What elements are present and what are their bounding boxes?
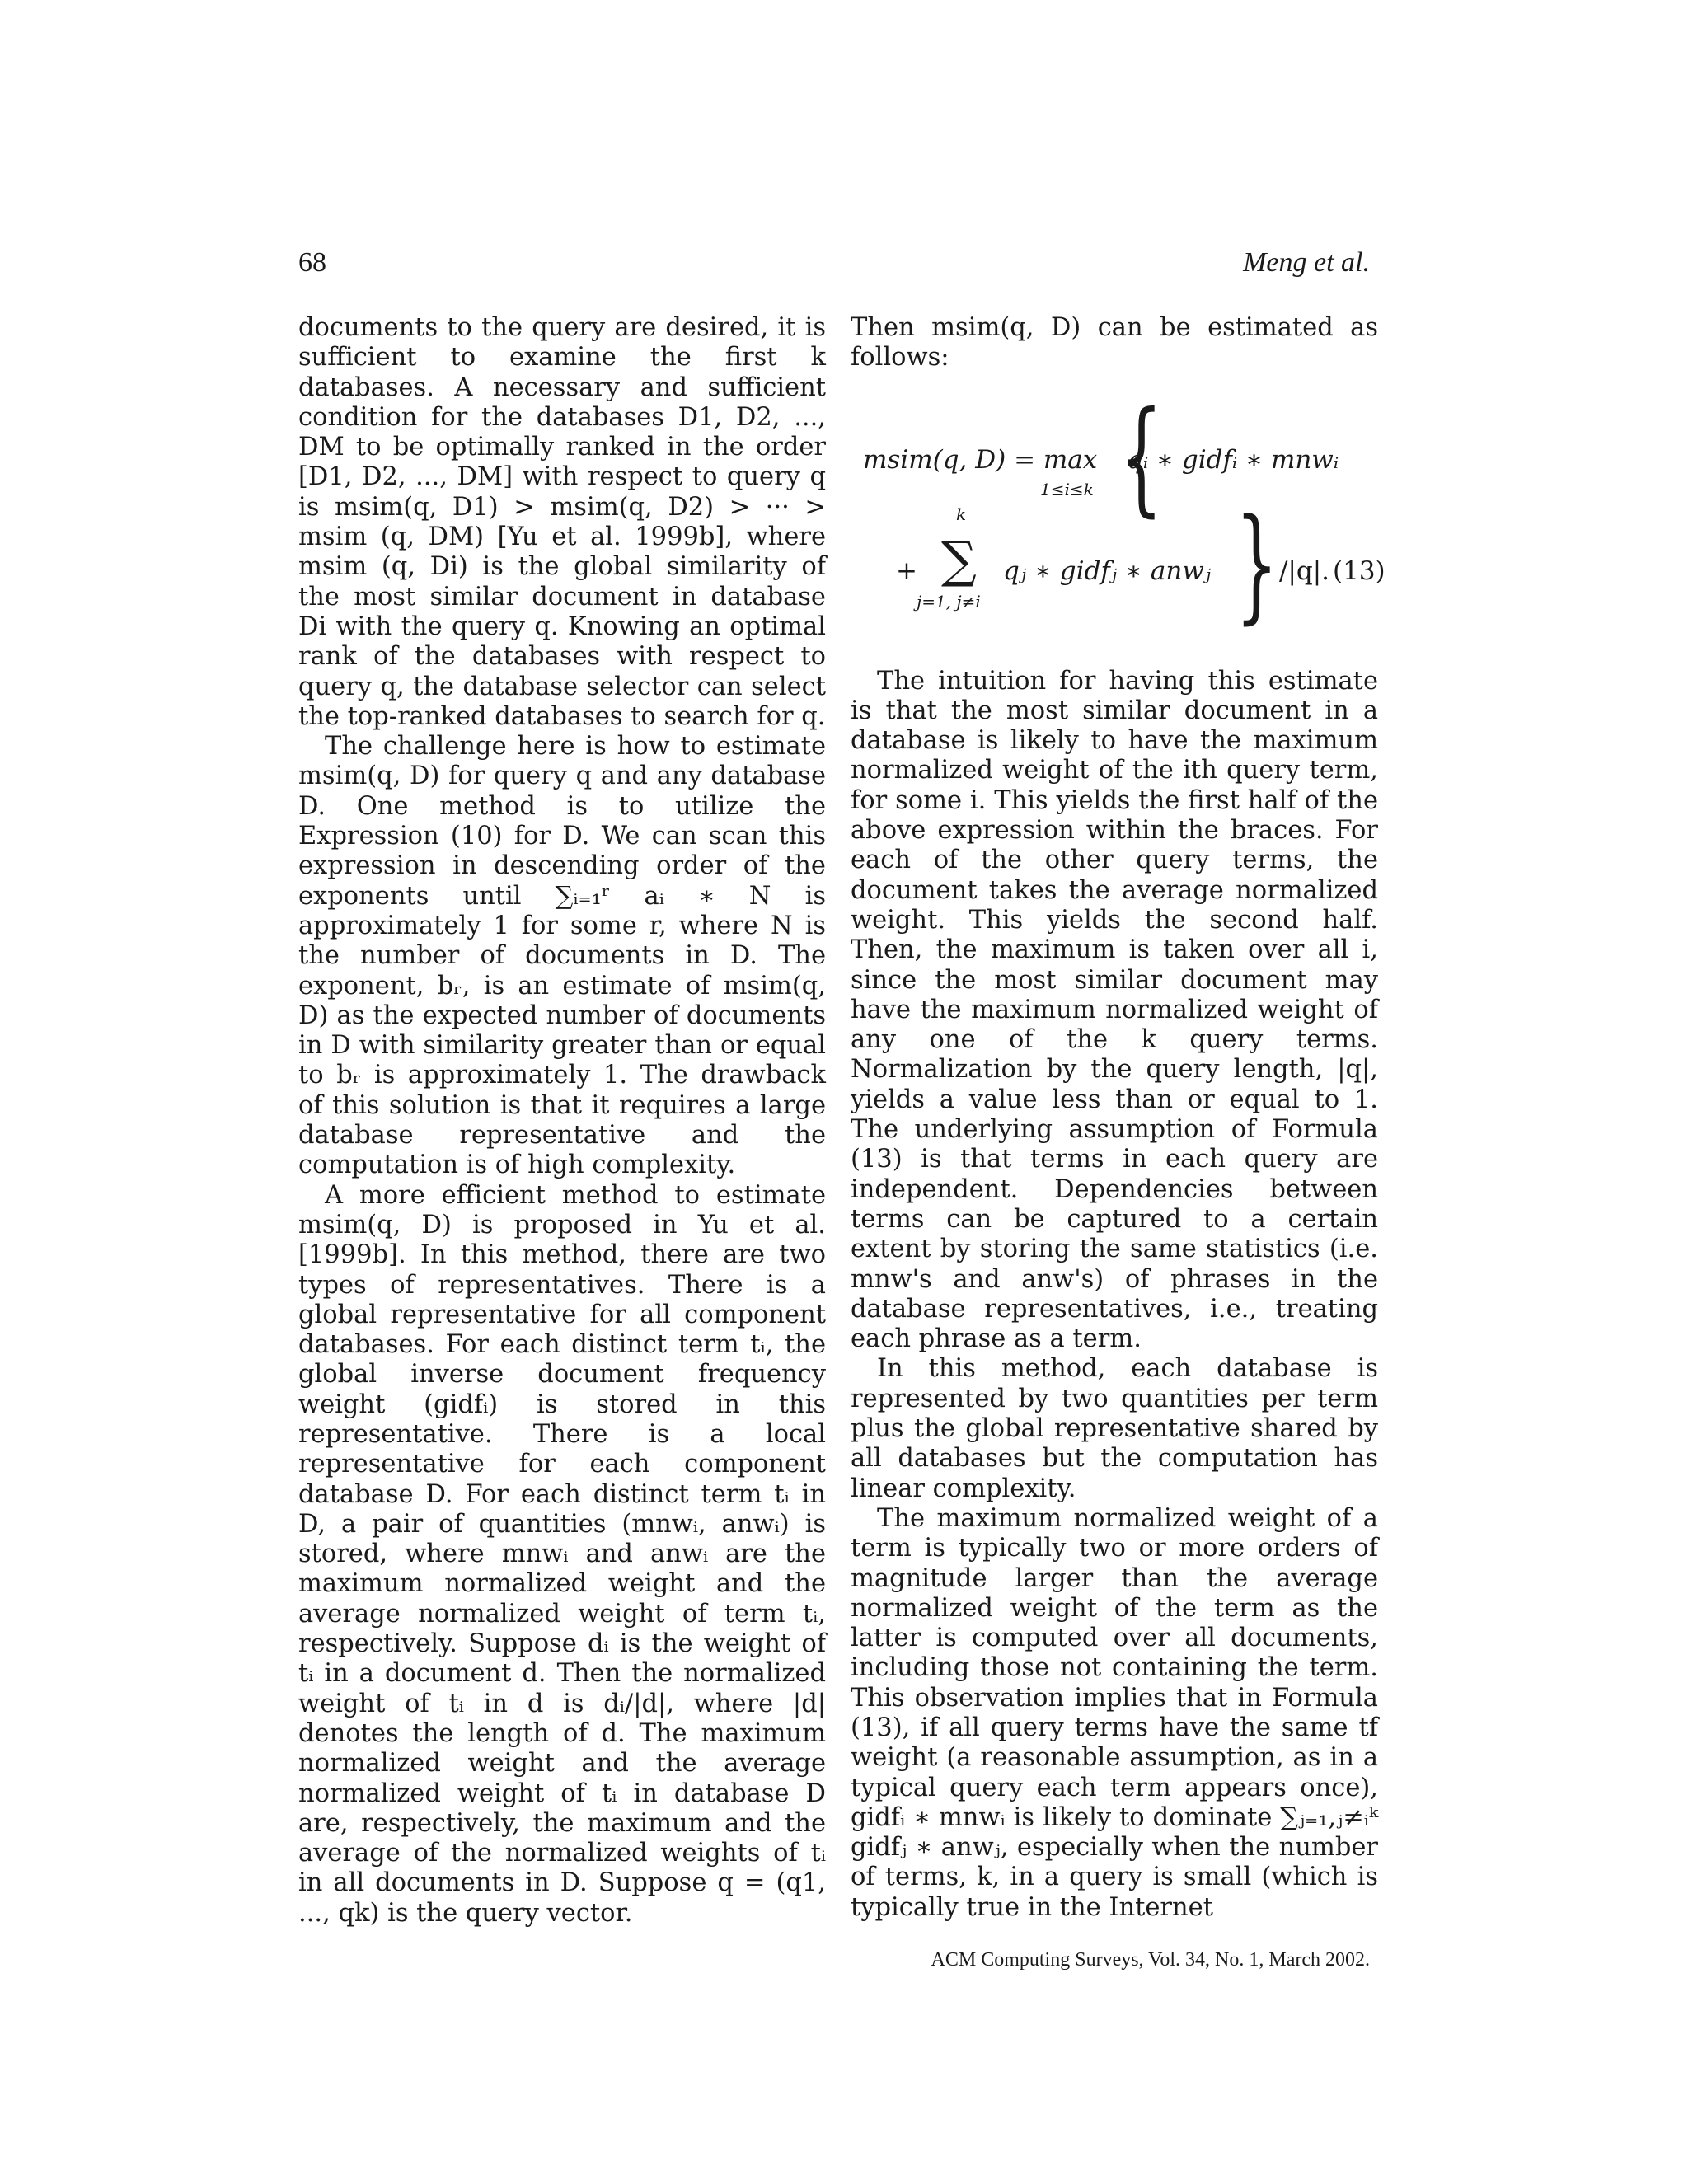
sum-lower-limit: j=1, j≠i [917, 592, 981, 612]
paragraph: The intuition for having this estimate is that the most similar document in a database is likely to have the maximum normalized weight of the ith query term, for some i. This yields the first half of the above expression within the braces. For each of the other query terms, the document takes the average normalized weight. This yields the second half. Then, the maximum is taken over all i, since the most similar document may have the maximum normalized weight of any one of the k query terms. Normalization by the query length, |q|, yields a value less than or equal to 1. The underlying assumption of Formula (13) is that terms in each query are independent. Dependencies between terms can be captured to a certain extent by storing the same statistics (i.e. mnw's and anw's) of phrases in the database representatives, i.e., treating each phrase as a term. [851, 666, 1378, 1354]
equation-term-2: qⱼ ∗ gidfⱼ ∗ anwⱼ [1003, 556, 1212, 586]
sum-upper-limit: k [956, 504, 967, 524]
equation-term-1: qᵢ ∗ gidfᵢ ∗ mnwᵢ [1127, 445, 1339, 475]
running-head-authors: Meng et al. [1243, 247, 1370, 278]
paragraph: The maximum normalized weight of a term is typically two or more orders of magnitude larger than the average normalized weight of the term as the latter is computed over all documents, including those not containing the term. This observation implies that in Formula (13), if all query terms have the same tf weight (a reasonable assumption, as in a typical query each term appears once), gidfᵢ ∗ mnwᵢ is likely to dominate ∑ⱼ₌₁,ⱼ≠ᵢᵏ gidfⱼ ∗ anwⱼ, especially when the number of terms, k, in a query is small (which is typically true in the Internet [851, 1503, 1378, 1922]
equation-13 [851, 386, 1386, 636]
equation-lhs: msim(q, D) = max [863, 445, 1098, 475]
paragraph: A more efficient method to estimate msim(q, D) is proposed in Yu et al. [1999b]. In this method, there are two types of representatives. There is a global representative for all component databases. For each distinct term tᵢ, the global inverse document frequency weight (gidfᵢ) is stored in this representative. There is a local representative for each component database D. For each distinct term tᵢ in D, a pair of quantities (mnwᵢ, anwᵢ) is stored, where mnwᵢ and anwᵢ are the maximum normalized weight and the average normalized weight of term tᵢ, respectively. Suppose dᵢ is the weight of tᵢ in a document d. Then the normalized weight of tᵢ in d is dᵢ/|d|, where |d| denotes the length of d. The maximum normalized weight and the average normalized weight of tᵢ in database D are, respectively, the maximum and the average of the normalized weights of tᵢ in all documents in D. Suppose q = (q1, ..., qk) is the query vector. [298, 1180, 826, 1928]
page-number: 68 [298, 247, 326, 278]
summation-sign: ∑ [941, 532, 977, 589]
max-subscript: 1≤i≤k [1040, 480, 1094, 499]
equation-number: (13) [1333, 556, 1386, 586]
paragraph: documents to the query are desired, it is sufficient to examine the first k databases. A necessary and sufficient condition for the databases D1, D2, ..., DM to be optimally ranked in the order [D1, D2, ..., DM] with respect to query q is msim(q, D1) > msim(q, D2) > ··· > msim (q, DM) [Yu et al. 1999b], where msim (q, Di) is the global similarity of the most similar document in database Di with the query q. Knowing an optimal rank of the databases with respect to query q, the database selector can select the top-ranked databases to search for q. [298, 313, 826, 731]
paragraph: The challenge here is how to estimate msim(q, D) for query q and any database D. One method is to utilize the Expression (10) for D. We can scan this expression in descending order of the exponents until ∑ᵢ₌₁ʳ aᵢ ∗ N is approximately 1 for some r, where N is the number of documents in D. The exponent, bᵣ, is an estimate of msim(q, D) as the expected number of documents in D with similarity greater than or equal to bᵣ is approximately 1. The drawback of this solution is that it requires a large database representative and the computation is of high complexity. [298, 732, 826, 1180]
open-brace: { [1119, 386, 1163, 529]
close-brace: } [1235, 493, 1278, 636]
plus-sign: + [896, 556, 917, 586]
equation-tail: /|q|. [1279, 556, 1330, 586]
left-column [298, 313, 826, 1929]
footer-citation: ACM Computing Surveys, Vol. 34, No. 1, March 2002. [931, 1949, 1370, 1971]
equation-line-1 [863, 445, 1097, 475]
paragraph: In this method, each database is represented by two quantities per term plus the global representative shared by all databases but the computation has linear complexity. [851, 1354, 1378, 1503]
paragraph: Then msim(q, D) can be estimated as follows: [851, 313, 1378, 373]
